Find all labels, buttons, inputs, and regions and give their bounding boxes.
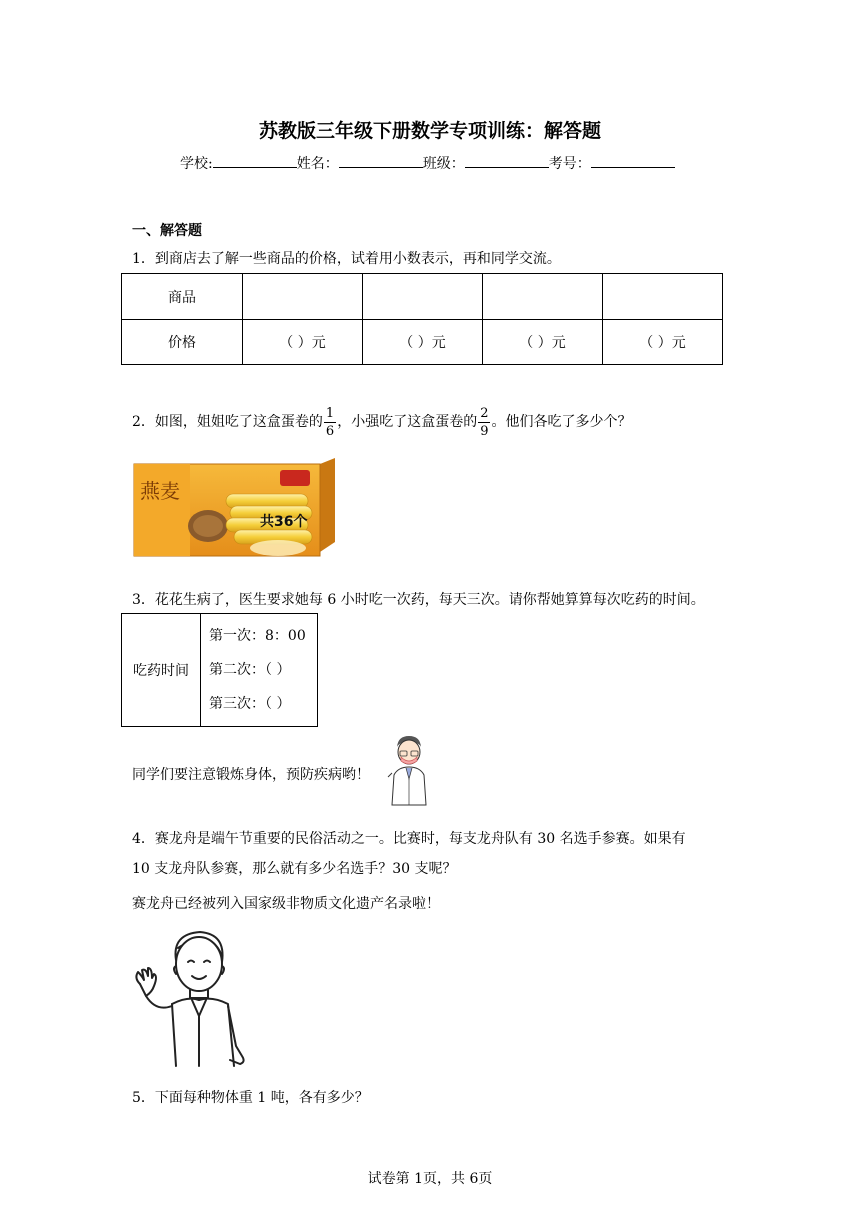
question-5-text: 5．下面每种物体重 1 吨，各有多少？ [132,1090,369,1106]
medicine-time-header: 吃药时间 [122,614,201,727]
box-brand-text: 燕麦 [140,479,180,503]
question-4-line-3: 赛龙舟已经被列入国家级非物质文化遗产名录啦！ [132,896,440,912]
doctor-illustration [384,733,434,807]
frac2-denominator: 9 [480,423,489,439]
class-blank[interactable] [465,153,549,168]
page-footer: 试卷第 1页，共 6页 [367,1171,493,1187]
price-cell[interactable]: （ ）元 [483,320,603,365]
box-count-label: 共36个 [260,514,308,530]
exam-no-blank[interactable] [591,153,675,168]
price-cell[interactable]: （ ）元 [363,320,483,365]
health-tip-text: 同学们要注意锻炼身体，预防疾病哟！ [132,767,370,783]
medicine-time-list [201,614,318,727]
school-blank[interactable] [213,153,297,168]
q2-text-a: 2．如图，姐姐吃了这盒蛋卷的 [132,414,323,430]
student-info-line [180,153,675,173]
egg-roll-box-image [130,456,340,568]
q2-text-b: ，小强吃了这盒蛋卷的 [337,414,478,430]
second-dose-time[interactable]: 第二次：（ ） [209,662,291,678]
price-cell[interactable]: （ ）元 [603,320,723,365]
question-3-text: 3．花花生病了，医生要求她每 6 小时吃一次药，每天三次。请你帮她算算每次吃药的时间。 [132,592,705,608]
third-dose-time[interactable]: 第三次：（ ） [209,696,291,712]
section-heading: 一、解答题 [132,223,202,239]
school-label: 学校: [180,156,213,172]
goods-cell[interactable] [243,274,363,320]
question-4-line-2: 10 支龙舟队参赛，那么就有多少名选手？30 支呢？ [132,861,457,877]
goods-cell[interactable] [363,274,483,320]
page-title: 苏教版三年级下册数学专项训练：解答题 [258,120,601,142]
name-label: 姓名： [296,156,339,172]
price-table [121,273,723,365]
price-cell[interactable]: （ ）元 [243,320,363,365]
fraction-one-sixth [324,407,336,438]
frac1-numerator: 1 [325,405,335,421]
question-4-line-1: 4．赛龙舟是端午节重要的民俗活动之一。比赛时，每支龙舟队有 30 名选手参赛。如果有 [132,831,686,847]
goods-cell[interactable] [483,274,603,320]
q2-text-c: 。他们各吃了多少个？ [491,414,632,430]
first-dose-time: 第一次：8：00 [209,628,306,644]
boy-waving-illustration [132,926,250,1068]
question-1-text: 1．到商店去了解一些商品的价格，试着用小数表示，再和同学交流。 [132,251,561,267]
class-label: 班级： [422,156,465,172]
goods-cell[interactable] [603,274,723,320]
exam-no-label: 考号： [548,156,591,172]
price-header: 价格 [122,320,243,365]
name-blank[interactable] [339,153,423,168]
medicine-time-table [121,613,318,727]
question-2-text [132,404,631,440]
fraction-two-ninths [478,407,490,438]
goods-header: 商品 [122,274,243,320]
frac1-denominator: 6 [325,423,335,439]
frac2-numerator: 2 [480,405,489,421]
